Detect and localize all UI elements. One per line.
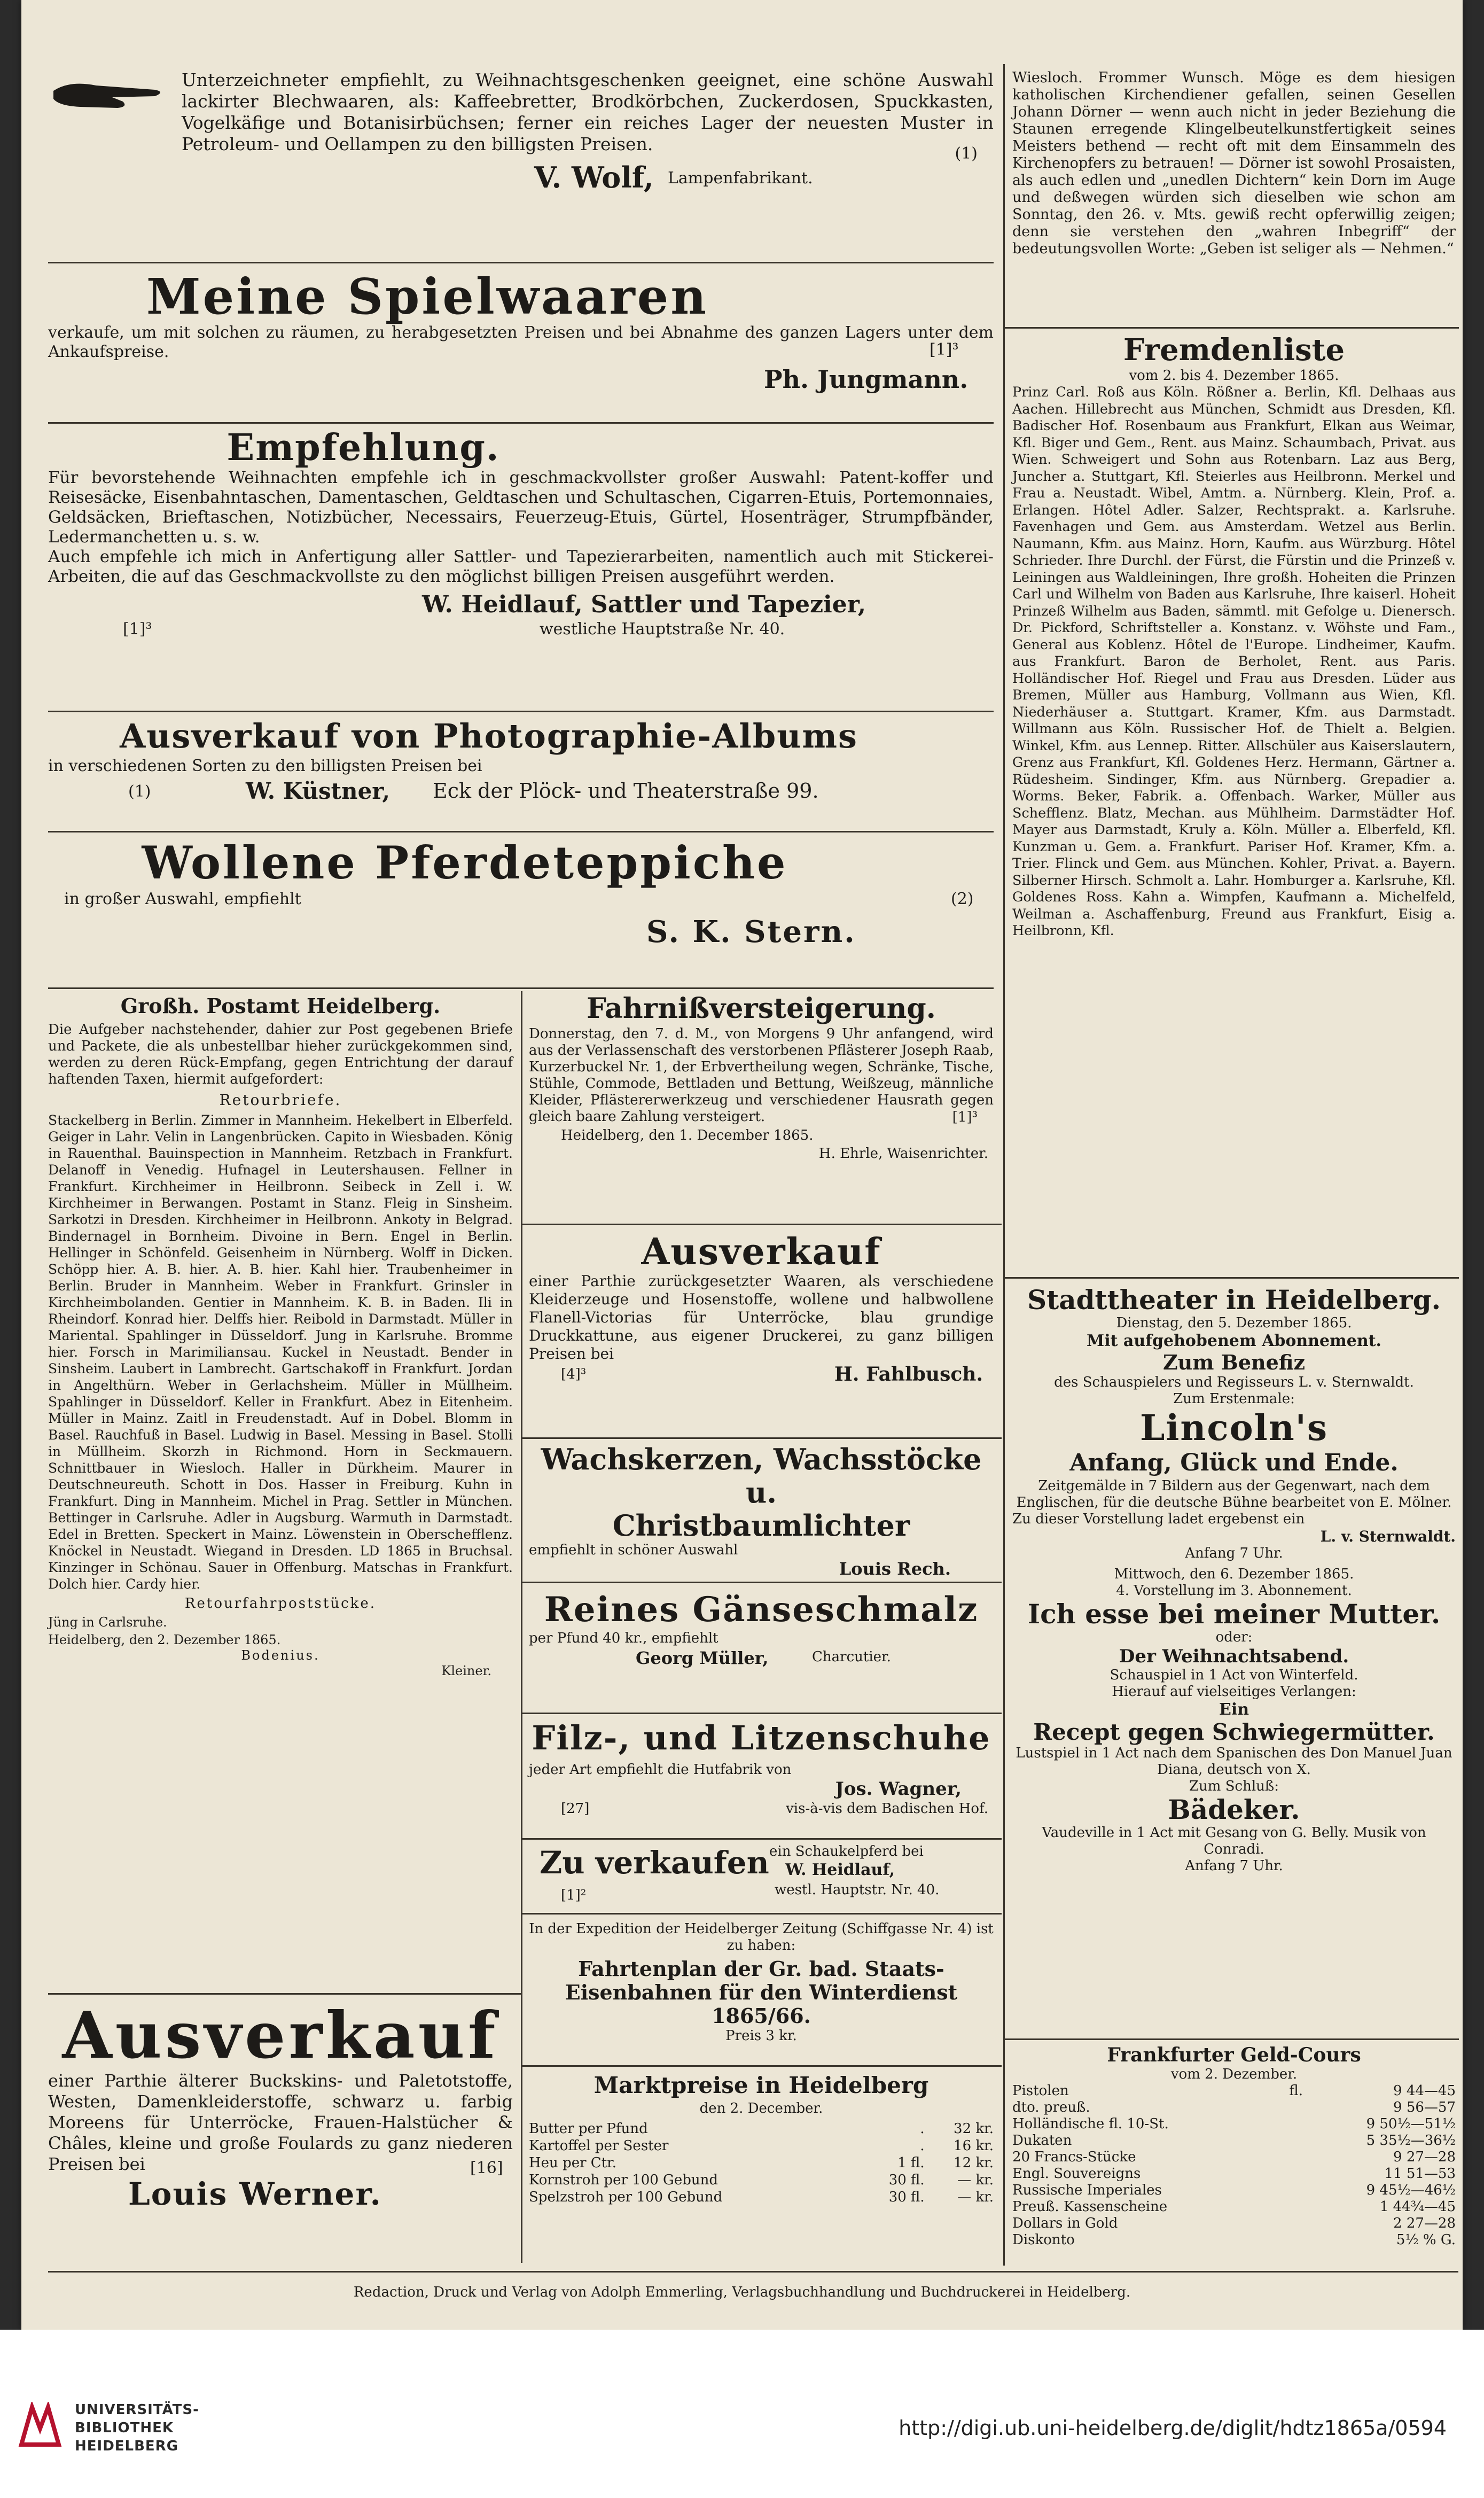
geld-table (1012, 2083, 1456, 2248)
theater-play1b: Anfang, Glück und Ende. (1069, 1449, 1399, 1476)
gans-text: per Pfund 40 kr., empfiehlt (529, 1630, 718, 1646)
empf-name: W. Heidlauf, Sattler und Tapezier, (422, 591, 866, 618)
fahrplan-title: Fahrtenplan der Gr. bad. Staats-Eisenbahnen für den Winterdienst 1865/66. (565, 1957, 958, 2028)
theater-l2: Zum Benefiz (1162, 1350, 1306, 1374)
divider (48, 422, 994, 424)
photo-title: Ausverkauf von Photographie-Albums (120, 717, 858, 756)
theater-l15: Lustspiel in 1 Act nach dem Spanischen des Don Manuel Juan Diana, deutsch von X. (1016, 1745, 1452, 1778)
spiel-title: Meine Spielwaaren (146, 268, 709, 325)
library-logo-icon (16, 2402, 64, 2450)
pferd-text: in großer Auswahl, empfiehlt (64, 890, 301, 908)
theater-l18: Anfang 7 Uhr. (1185, 1858, 1283, 1874)
divider (48, 831, 994, 832)
table-cell (1279, 2232, 1303, 2248)
pferd-title: Wollene Pferdeteppiche (142, 836, 788, 889)
photo-addr: Eck der Plöck- und Theaterstraße 99. (433, 779, 819, 803)
divider (522, 1582, 1002, 1583)
divider (48, 711, 994, 712)
ad-filzschuhe (529, 1718, 994, 1821)
wachs-title2: Christbaumlichter (612, 1508, 910, 1543)
ad-empfehlung (48, 427, 994, 645)
divider (48, 987, 994, 989)
table-cell (1279, 2116, 1303, 2133)
werner-title: Ausverkauf (62, 1998, 499, 2073)
spiel-name: Ph. Jungmann. (764, 365, 968, 394)
fahrplan-intro: In der Expedition der Heidelberger Zeitung (Schiffgasse Nr. 4) ist zu haben: (529, 1921, 994, 1954)
table-cell: 20 Francs-Stücke (1012, 2149, 1136, 2165)
theater-date: Dienstag, den 5. Dezember 1865. (1116, 1315, 1352, 1331)
table-cell: fl. (1289, 2083, 1303, 2099)
table-row (1012, 2232, 1456, 2248)
table-cell: Dukaten (1012, 2133, 1072, 2149)
filz-addr: vis-à-vis dem Badischen Hof. (786, 1801, 988, 1817)
table-cell: 9 44—45 (1393, 2083, 1456, 2099)
ad-photo-albums (48, 716, 994, 808)
fahr-sign: H. Ehrle, Waisenrichter. (818, 1146, 988, 1162)
table-cell: 30 fl. (888, 2189, 925, 2205)
verk-addr: westl. Hauptstr. Nr. 40. (775, 1882, 940, 1898)
table-cell (1279, 2215, 1303, 2232)
gans-name: Georg Müller, (636, 1648, 769, 1668)
post-office: Bodenius. (241, 1648, 320, 1663)
theater-l7: L. v. Sternwaldt. (1320, 1528, 1456, 1545)
markt-table (529, 2120, 994, 2206)
empf-text2: Auch empfehle ich mich in Anfertigung aller Sattler- und Tapezierarbeiten, namentlich auch mit Stickerei-Arbeiten, die auf das Geschmackvollste zu den möglichst billigen Preisen ausgeführt werden. (48, 547, 994, 586)
viewer-footer (0, 2330, 1484, 2498)
theater-l12: Schauspiel in 1 Act von Winterfeld. (1110, 1667, 1358, 1683)
empf-addr: westliche Hauptstraße Nr. 40. (540, 620, 785, 639)
divider (48, 2271, 1458, 2273)
markt-title: Marktpreise in Heidelberg (593, 2072, 929, 2098)
post-list1: Stackelberg in Berlin. Zimmer in Mannheim. Hekelbert in Elberfeld. Geiger in Lahr. Velin in Langenbrücken. Capito in Wiesbaden. König in Rauenthal. Bauinspection in Mannheim. Retzbach in Frankfurt. Delanoff in Venedig. Hufnagel in Leutershausen. Fellner in Frankfurt. Kirchheimer in Heilbronn. Seibeck in Zell i. W. Kirchheimer in Berwangen. Postamt in Stanz. Fleig in Sinsheim. Sarkotzi in Dresden. Kirchheimer in Heilbronn. Ankoty in Belgrad. Bindernagel in Bornheim. Divoine in Bern. Engel in Berlin. Hellinger in Schönfeld. Geisenheim in Nürnberg. Wolff in Dicken. Schöpp hier. A. B. hier. A. B. hier. Kahl hier. Traubenheimer in Berlin. Bruder in Mannheim. Weber in Frankfurt. Grinsler in Kirchheimbolanden. Gentier in Mannheim. K. B. in Baden. Ili in Rheindorf. Konrad hier. Delffs hier. Reibold in Darmstadt. Müller in Mariental. Spahlinger in Düsseldorf. Jung in Karlsruhe. Bromme hier. Forsch in Marimiliansau. Kuckel in Neustadt. Bender in Sinsheim. Laubert in Lambrecht. Gartschakoff in Frankfurt. Jordan in Angelthürn. Weber in Gerlachsheim. Müller in Müllheim. Spahlinger in Düsseldorf. Keller in Frankfurt. Abez in Eitenheim. Müller in Mainz. Zaitl in Freudenstadt. Auf in Dobel. Blomm in Basel. Rauchfuß in Basel. Ludwig in Basel. Messing in Basel. Stolli in Müllheim. Skorzh in Richmond. Horn in Seckmauern. Schnittbauer in Wiesloch. Haller in Dürkheim. Maurer in Deutschneureuth. Schott in Dos. Hasser in Freiburg. Kuhn in Frankfurt. Ding in Mannheim. Michel in Prag. Settler in München. Bettinger in Carlsruhe. Adler in Augsburg. Warmuth in Darmstadt. Edel in Bretten. Speckert in Mainz. Löwenstein in Oberschefflenz. Knöckel in Neustadt. Wiegand in Dresden. LD 1865 in Bruchsal. Kinzinger in Schönau. Sauer in Offenburg. Matschas in Frankfurt. Dolch hier. Cardy hier. (48, 1112, 513, 1592)
empf-title: Empfehlung. (226, 426, 500, 469)
wolf-name: V. Wolf, (534, 160, 654, 194)
table-cell: 11 51—53 (1384, 2166, 1456, 2182)
table-cell: 9 56—57 (1393, 2099, 1456, 2115)
table-cell: 5½ % G. (1396, 2232, 1456, 2248)
library-line1: UNIVERSITÄTS- (75, 2402, 199, 2418)
ad-werner (48, 1998, 513, 2212)
theater-l17: Vaudeville in 1 Act mit Gesang von G. Belly. Musik von Conradi. (1042, 1825, 1426, 1857)
table-cell: Preuß. Kassenscheine (1012, 2199, 1168, 2215)
newspaper-page (21, 0, 1463, 2330)
theater-l3: des Schauspielers und Regisseurs L. v. Sternwaldt. (1054, 1374, 1414, 1390)
table-cell: 2 27—28 (1393, 2215, 1456, 2231)
wolf-text: Unterzeichneter empfiehlt, zu Weihnachtsgeschenken geeignet, eine schöne Auswahl lackirter Blechwaaren, als: Kaffeebretter, Brodkörbchen, Zuckerdosen, Spuckkasten, Vogelkäfige und Botanisirbüchsen; ferner ein reiches Lager der neuesten Muster in Petroleum- und Oellampen zu den billigsten Preisen. (182, 69, 994, 154)
theater-play4: Bädeker. (1168, 1794, 1300, 1825)
divider (522, 1913, 1002, 1915)
ad-zu-verkaufen (529, 1843, 994, 1908)
column-divider-main (1003, 64, 1005, 2266)
filz-name: Jos. Wagner, (835, 1778, 962, 1800)
divider (48, 262, 994, 263)
fremden-title: Fremdenliste (1123, 332, 1345, 368)
fahlb-name: H. Fahlbusch. (834, 1363, 983, 1386)
theater-play3: Recept gegen Schwiegermütter. (1033, 1719, 1435, 1745)
post-sub1: Retourbriefe. (219, 1091, 342, 1109)
table-cell: 1 44¾—45 (1379, 2199, 1456, 2215)
table-cell (1279, 2199, 1303, 2215)
column-divider-left (521, 991, 522, 2263)
ad-fahrplan (529, 1921, 994, 2044)
pointing-hand-icon (48, 69, 171, 128)
wachs-name: Louis Rech. (839, 1559, 951, 1579)
verk-name: W. Heidlauf, (785, 1861, 895, 1879)
theater-l5: Zeitgemälde in 7 Bildern aus der Gegenwart, nach dem Englischen, für die deutsche Bühne bearbeitet von E. Mölner. (1016, 1478, 1452, 1511)
verk-text: ein Schaukelpferd bei (769, 1843, 924, 1859)
divider (522, 2065, 1002, 2067)
table-cell: 1 fl. (897, 2155, 925, 2171)
table-cell: Pistolen (1012, 2083, 1069, 2099)
table-cell: — kr. (957, 2172, 994, 2188)
table-cell: 5 35½—36½ (1366, 2133, 1456, 2149)
imprint: Redaction, Druck und Verlag von Adolph Emmerling, Verlagsbuchhandlung und Buchdruckerei in Heidelberg. (353, 2284, 1131, 2300)
pferd-name: S. K. Stern. (646, 914, 856, 950)
ad-spielwaaren (48, 270, 994, 392)
fahlb-title: Ausverkauf (641, 1231, 881, 1273)
table-cell: 12 kr. (954, 2155, 994, 2171)
table-row (1012, 2133, 1456, 2149)
table-cell: Engl. Souvereigns (1012, 2166, 1141, 2182)
table-row (1012, 2199, 1456, 2215)
table-row (529, 2189, 994, 2206)
library-name (75, 2401, 199, 2455)
fahlb-num: [4]³ (561, 1366, 587, 1382)
table-cell: Russische Imperiales (1012, 2182, 1162, 2198)
theater-play1: Lincoln's (1139, 1407, 1329, 1449)
post-intro: Die Aufgeber nachstehender, dahier zur Post gegebenen Briefe und Packete, die als unbestellbar hieher zurückgekommen sind, werden zu deren Rück-Empfang, gegen Entrichtung der darauf haftenden Taxen, hiermit aufgefordert: (48, 1022, 513, 1087)
table-cell: — kr. (957, 2189, 994, 2205)
post-sub2: Retourfahrpoststücke. (184, 1596, 377, 1612)
table-cell: Holländische fl. 10-St. (1012, 2116, 1169, 2132)
table-cell: Kartoffel per Sester (529, 2138, 669, 2154)
theater-title: Stadttheater in Heidelberg. (1027, 1284, 1441, 1316)
wolf-role: Lampenfabrikant. (668, 169, 813, 188)
werner-name: Louis Werner. (128, 2176, 382, 2212)
table-cell: Dollars in Gold (1012, 2215, 1118, 2231)
empf-num: [1]³ (123, 620, 152, 639)
table-cell: . (920, 2121, 925, 2137)
wachs-text: empfiehlt in schöner Auswahl (529, 1542, 738, 1558)
post-title: Großh. Postamt Heidelberg. (120, 994, 441, 1018)
table-cell: 16 kr. (954, 2138, 994, 2154)
table-row (529, 2172, 994, 2189)
table-cell (1279, 2182, 1303, 2199)
photo-num: (1) (128, 782, 151, 801)
theater-play2: Ich esse bei meiner Mutter. (1027, 1598, 1441, 1630)
divider (1005, 1277, 1459, 1279)
table-cell: Spelzstroh per 100 Gebund (529, 2189, 723, 2205)
divider (522, 1838, 1002, 1840)
fremden-text: Prinz Carl. Roß aus Köln. Rößner a. Berlin, Kfl. Delhaas aus Aachen. Hillebrecht aus München, Schmidt aus Dresden, Kfl. Badischer Hof. Rosenbaum aus Frankfurt, Elkan aus Weimar, Kfl. Biger und Gem., Rent. aus Mainz. Schaumbach, Privat. aus Wien. Schweigert und Sohn aus Rotenbarn. Laz aus Berg, Juncher a. Stuttgart, Kfl. Steierles aus Heilbronn. Merkel und Frau a. Neustadt. Wibel, Amtm. a. Nürnberg. Klein, Prof. a. Erlangen. Hôtel Adler. Salzer, Rechtsprakt. a. Karlsruhe. Favenhagen und Gem. aus Amsterdam. Wetzel aus Berlin. Naumann, Kfm. aus Mainz. Horn, Kaufm. aus Würzburg. Hôtel Schrieder. Ihre Durchl. der Fürst, die Fürstin und die Prinzeß v. Leiningen aus Waldleiningen, Ihre großh. Hoheiten die Prinzen Carl und Wilhelm von Baden aus Karlsruhe, Ihre kaiserl. Hoheit Prinzeß Wilhelm aus Baden, sämmtl. mit Gefolge u. Dienersch. Dr. Pickford, Schriftsteller a. Konstanz. v. Wöhste und Fam., General aus Koblenz. Hôtel de l'Europe. Lindheimer, Kaufm. aus Frankfurt. Baron de Berholet, Rent. aus Paris. Holländischer Hof. Riegel und Frau aus Dresden. Lüder aus Bremen, Müller aus Hamburg, Vollmann aus Wien, Kfl. Niederhäuser a. Stuttgart. Kramer, Kfm. aus Darmstadt. Willmann aus Köln. Russischer Hof. de Thielt a. Belgien. Winkel, Kfm. aus Lennep. Ritter. Allschüler aus Kaiserslautern, Grenz aus Frankfurt, Kfl. Goldenes Herz. Hermann, Gärtner a. Rüdesheim. Sindinger, Kfm. aus Nürnberg. Grepadier a. Worms. Beker, Fabrik. a. Offenbach. Warker, Müller aus Schefflenz. Blatz, Mechan. aus Mühlheim. Darmstädter Hof. Mayer aus Darmstadt, Kruly a. Köln. Müller a. Elberfeld, Kfl. Kunzman u. Gem. a. Frankfurt. Pariser Hof. Kramer, Kfm. a. Trier. Flinck und Gem. aus München. Kohler, Privat. a. Bayern. Silberner Hirsch. Schmolt a. Lahr. Homburger a. Karlsruhe, Kfl. Goldenes Ross. Kahn a. Wimpfen, Kaufmann a. Michelfeld, Weilman a. Aschaffenburg, Freund aus Frankfurt, Eisig a. Heilbronn, Kfl. (1012, 384, 1456, 939)
divider (1005, 327, 1459, 329)
table-row (1012, 2182, 1456, 2199)
ad-stadttheater (1012, 1285, 1456, 1874)
werner-text: einer Parthie älterer Buckskins- und Paletotstoffe, Westen, Damenkleiderstoffe, schwarz u. farbig Moreens für Unterröcke, Frauen-Halstücher & Châles, kleine und große Foulards zu ganz niederen Preisen bei (48, 2071, 513, 2174)
table-cell: dto. preuß. (1012, 2099, 1090, 2115)
ad-wolf (48, 69, 994, 192)
table-row (529, 2137, 994, 2154)
wolf-num: (1) (955, 144, 978, 163)
table-row (1012, 2166, 1456, 2182)
post-date: Heidelberg, den 2. Dezember 1865. (48, 1632, 281, 1647)
theater-l6: Zu dieser Vorstellung ladet ergebenst ein (1012, 1511, 1305, 1527)
markt-date: den 2. December. (699, 2100, 823, 2116)
table-cell: 32 kr. (954, 2121, 994, 2137)
wachs-title1: Wachskerzen, Wachsstöcke u. (541, 1442, 982, 1509)
gans-role: Charcutier. (812, 1649, 891, 1665)
ad-wiesloch (1012, 69, 1456, 258)
table-cell (1279, 2133, 1303, 2149)
filz-title: Filz-, und Litzenschuhe (532, 1718, 991, 1757)
post-sign: Kleiner. (441, 1663, 491, 1678)
theater-l13: Hierauf auf vielseitiges Verlangen: (1112, 1684, 1356, 1700)
theater-l1: Mit aufgehobenem Abonnement. (1086, 1332, 1381, 1350)
divider (522, 1224, 1002, 1225)
geld-date: vom 2. Dezember. (1170, 2066, 1298, 2082)
table-cell: . (920, 2138, 925, 2154)
ad-pferdeteppiche (48, 836, 994, 954)
table-cell: 9 50½—51½ (1366, 2116, 1456, 2132)
theater-l14: Ein (1219, 1700, 1249, 1719)
ad-fremdenliste (1012, 332, 1456, 940)
spiel-num: [1]³ (930, 340, 959, 359)
ad-marktpreise (529, 2071, 994, 2206)
photo-text: in verschiedenen Sorten zu den billigsten Preisen bei (48, 757, 482, 775)
verk-title: Zu verkaufen (540, 1845, 769, 1881)
fremden-date: vom 2. bis 4. Dezember 1865. (1129, 368, 1339, 384)
table-row (529, 2120, 994, 2137)
theater-date2: Mittwoch, den 6. Dezember 1865. (1114, 1566, 1354, 1582)
ad-fahrnis (529, 994, 994, 1168)
table-cell: Butter per Pfund (529, 2121, 648, 2137)
divider (48, 1993, 521, 1995)
werner-num: [16] (470, 2159, 503, 2177)
gans-title: Reines Gänseschmalz (544, 1590, 979, 1630)
table-cell: Heu per Ctr. (529, 2155, 616, 2171)
source-url[interactable]: http://digi.ub.uni-heidelberg.de/diglit/hdtz1865a/0594 (899, 2416, 1447, 2440)
table-cell: 30 fl. (888, 2172, 925, 2188)
table-row (529, 2154, 994, 2172)
table-cell (1279, 2166, 1303, 2182)
theater-l11: Der Weihnachtsabend. (1119, 1646, 1349, 1667)
table-row (1012, 2099, 1456, 2116)
divider (522, 1437, 1002, 1439)
theater-l10: oder: (1215, 1629, 1253, 1645)
pferd-num: (2) (951, 890, 974, 908)
fahlb-text: einer Parthie zurückgesetzter Waaren, als verschiedene Kleiderzeuge und Hosenstoffe, wollene und halbwollene Flanell-Victorias für Unterröcke, blau grundige Druckkattune, aus eigener Druckerei, zu ganz billigen Preisen bei (529, 1272, 994, 1363)
library-line3: HEIDELBERG (75, 2438, 179, 2454)
table-row (1012, 2149, 1456, 2166)
post-list2: Jüng in Carlsruhe. (48, 1615, 167, 1630)
fahr-date: Heidelberg, den 1. December 1865. (561, 1127, 814, 1143)
theater-l9: 4. Vorstellung im 3. Abonnement. (1116, 1583, 1352, 1599)
table-row (1012, 2116, 1456, 2133)
fahr-text: Donnerstag, den 7. d. M., von Morgens 9 Uhr anfangend, wird aus der Verlassenschaft des verstorbenen Pflästerer Joseph Raab, Kurzerbuckel Nr. 1, der Erbvertheilung wegen, Schränke, Tische, Stühle, Commode, Bettladen und Bettung, Weißzeug, männliche Kleider, Pflästererwerkzeug und verschiedener Hausrath gegen gleich baare Zahlung versteigert. (529, 1026, 994, 1125)
ad-wachskerzen (529, 1443, 994, 1579)
divider (522, 1713, 1002, 1714)
table-cell: 9 27—28 (1393, 2149, 1456, 2165)
library-line2: BIBLIOTHEK (75, 2420, 174, 2436)
verk-num: [1]² (561, 1887, 587, 1903)
table-row (1012, 2215, 1456, 2232)
wiesloch-text: Wiesloch. Frommer Wunsch. Möge es dem hiesigen katholischen Kirchendiener gefallen, seinen Gesellen Johann Dörner — wenn auch nicht in jeder Beziehung die Staunen erregende Klingelbeutelkunstfertigkeit seines Meisters bethend — recht oft mit dem Einsammeln des Kirchenopfers zu betrauen! — Dörner ist sowohl Prosaisten, als auch edlen und „unedlen Dichtern“ kein Dorn im Auge und deßwegen würden sich dieselben wie schon am Sonntag, den 26. v. Mts. gewiß recht opferwillig zeigen; denn sie verstehen den „wahren Inbegriff“ der bedeutungsvollen Worte: „Geben ist seliger als — Nehmen.“ (1012, 69, 1456, 257)
ad-gaenseschmalz (529, 1590, 994, 1670)
theater-l8: Anfang 7 Uhr. (1185, 1545, 1283, 1561)
ad-geld-cours (1012, 2044, 1456, 2248)
fahrplan-price: Preis 3 kr. (725, 2028, 797, 2044)
table-row (1012, 2083, 1456, 2099)
ad-fahlbusch (529, 1232, 994, 1390)
table-cell: 9 45½—46½ (1366, 2182, 1456, 2198)
fahr-num: [1]³ (952, 1109, 978, 1125)
fahr-title: Fahrnißversteigerung. (587, 992, 936, 1025)
empf-text1: Für bevorstehende Weihnachten empfehle ich in geschmackvollster großer Auswahl: Patent-koffer und Reisesäcke, Eisenbahntaschen, Damentaschen, Geldtaschen und Schultaschen, Cigarren-Etuis, Portemonnaies, Geldsäcken, Brieftaschen, Notizbücher, Necessairs, Feuerzeug-Etuis, Gürtel, Hosenträger, Strumpfbänder, Ledermanchetten u. s. w. (48, 468, 994, 547)
divider (1005, 2038, 1459, 2040)
spiel-text: verkaufe, um mit solchen zu räumen, zu herabgesetzten Preisen und bei Abnahme des ganzen Lagers unter dem Ankaufspreise. (48, 323, 994, 361)
theater-l16: Zum Schluß: (1189, 1778, 1279, 1794)
photo-name: W. Küstner, (246, 778, 390, 804)
ad-postamt (48, 994, 513, 1679)
table-cell: Kornstroh per 100 Gebund (529, 2172, 718, 2188)
geld-title: Frankfurter Geld-Cours (1107, 2044, 1361, 2066)
table-cell (1279, 2099, 1303, 2116)
table-cell (1279, 2149, 1303, 2166)
filz-text: jeder Art empfiehlt die Hutfabrik von (529, 1762, 792, 1778)
table-cell: Diskonto (1012, 2232, 1075, 2248)
filz-num: [27] (561, 1801, 590, 1817)
theater-l4: Zum Erstenmale: (1173, 1391, 1295, 1407)
